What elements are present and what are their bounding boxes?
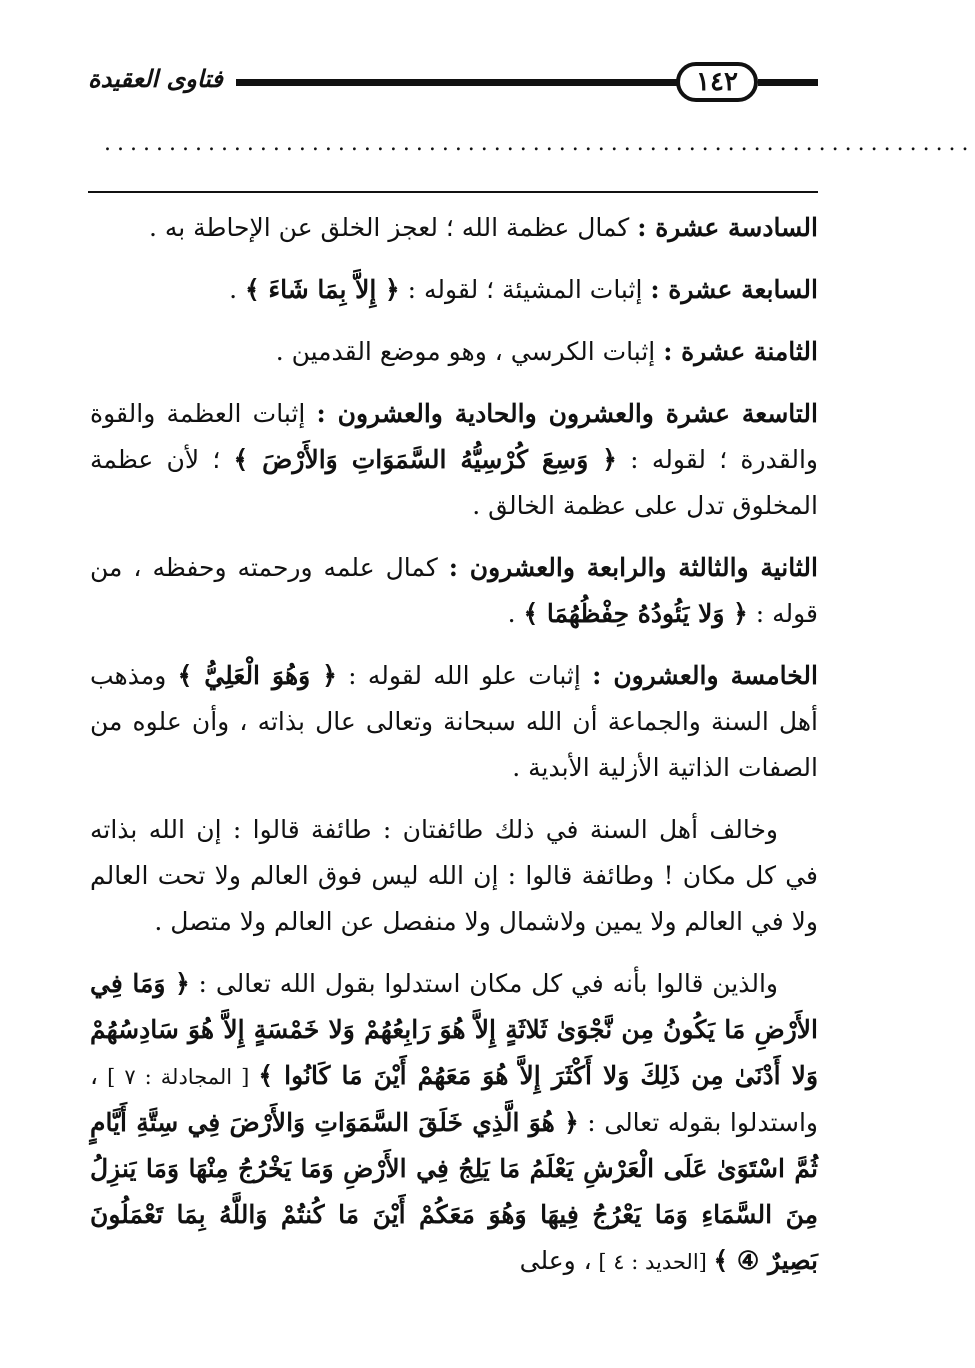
dotted-separator: ................................................................... — [104, 131, 975, 156]
paragraph-lead: السابعة عشرة : — [650, 275, 818, 304]
verse-reference: [الحديد : ٤ ] — [591, 1250, 714, 1274]
quran-verse-mujadila: ﴿ وَمَا فِي الأَرْضِ مَا يَكُونُ مِن نَّجْوَىٰ ثَلاثَةٍ إِلاَّ هُوَ رَابِعُهُمْ وَلا خَمْسَةٍ إِلاَّ هُوَ سَادِسُهُمْ وَلا أَدْنَىٰ مِن ذَلِكَ وَلا أَكْثَرَ إِلاَّ هُوَ مَعَهُمْ أَيْنَ مَا كَانُوا ﴾ — [90, 969, 819, 1090]
paragraph-dissent: وخالف أهل السنة في ذلك طائفتان : طائفة قالوا : إن الله بذاته في كل مكان ! وطائفة قالوا : إن الله ليس فوق العالم ولا تحت العالم ولا في العالم ولا يمين ولاشمال ولا منفصل عن العالم ولا متصل . — [90, 815, 818, 936]
quran-verse: ﴿ وَسِعَ كُرْسِيُّهُ السَّمَوَاتِ وَالأَرْضَ ﴾ — [233, 445, 617, 474]
paragraph-text: والذين قالوا بأنه في كل مكان استدلوا بقول الله تعالى : — [189, 969, 778, 998]
page-number: ١٤٢ — [676, 62, 758, 102]
paragraph-text: إثبات المشيئة ؛ لقوله : — [399, 275, 651, 304]
running-title: فتاوى العقيدة — [88, 64, 223, 93]
paragraph-17 — [90, 267, 818, 313]
paragraph-19-21 — [90, 391, 818, 529]
paragraph-text: إثبات الكرسي ، وهو موضع القدمين . — [275, 337, 664, 366]
paragraph-lead: السادسة عشرة : — [637, 213, 818, 242]
paragraph-tail: ؛ لأن عظمة المخلوق تدل على عظمة الخالق . — [90, 445, 818, 520]
paragraph-lead: الثانية والثالثة والرابعة والعشرون : — [448, 553, 818, 582]
paragraph-evidence — [90, 961, 818, 1285]
paragraph-18 — [90, 329, 818, 375]
paragraph-tail: ومذهب أهل السنة والجماعة أن الله سبحانة وتعالى عال بذاته ، وأن علوه من الصفات الذاتية الأزلية الأبدية . — [90, 661, 818, 782]
paragraph-22-24 — [90, 545, 818, 637]
paragraph-lead: الثامنة عشرة : — [663, 337, 818, 366]
quran-verse: ﴿ وَلا يَئُودُهُ حِفْظُهُمَا ﴾ — [523, 599, 748, 628]
paragraph-25 — [90, 653, 818, 791]
header-rule — [88, 191, 818, 193]
paragraph-text: ، واستدلوا بقوله تعالى : — [90, 1061, 819, 1137]
header-bar-right — [758, 79, 818, 86]
paragraph-text: إثبات العظمة والقوة والقدرة ؛ لقوله : — [90, 399, 818, 474]
page-header — [88, 58, 818, 108]
paragraph-tail: ، وعلى — [519, 1246, 592, 1275]
paragraph-text: إثبات علو الله لقوله : — [336, 661, 593, 690]
quran-verse-hadid: ﴿ هُوَ الَّذِي خَلَقَ السَّمَوَاتِ وَالأَرْضَ فِي سِتَّةِ أَيَّامٍ ثُمَّ اسْتَوَىٰ عَلَى الْعَرْشِ يَعْلَمُ مَا يَلِجُ فِي الأَرْضِ وَمَا يَخْرُجُ مِنْهَا وَمَا يَنزِلُ مِنَ السَّمَاءِ وَمَا يَعْرُجُ فِيهَا وَهُوَ مَعَكُمْ أَيْنَ مَا كُنتُمْ وَاللَّهُ بِمَا تَعْمَلُونَ بَصِيرٌ ④ ﴾ — [90, 1108, 818, 1275]
paragraph-lead: التاسعة عشرة والعشرون والحادية والعشرون : — [316, 399, 818, 428]
paragraph-tail: . — [229, 275, 245, 304]
paragraph-lead: الخامسة والعشرون : — [592, 661, 818, 690]
verse-reference: [ المجادلة : ٧ ] — [98, 1065, 259, 1089]
paragraph-16 — [90, 205, 818, 251]
page-content — [90, 205, 818, 1301]
paragraph-text: كمال عظمة الله ؛ لعجز الخلق عن الإحاطة به . — [148, 213, 638, 242]
quran-verse: ﴿ وَهُوَ الْعَلِيُّ ﴾ — [177, 661, 337, 690]
paragraph-tail: . — [507, 599, 524, 628]
quran-verse: ﴿ إِلاَّ بِمَا شَاءَ ﴾ — [245, 275, 400, 304]
paragraph-text: كمال علمه ورحمته وحفظه ، من قوله : — [90, 553, 818, 628]
